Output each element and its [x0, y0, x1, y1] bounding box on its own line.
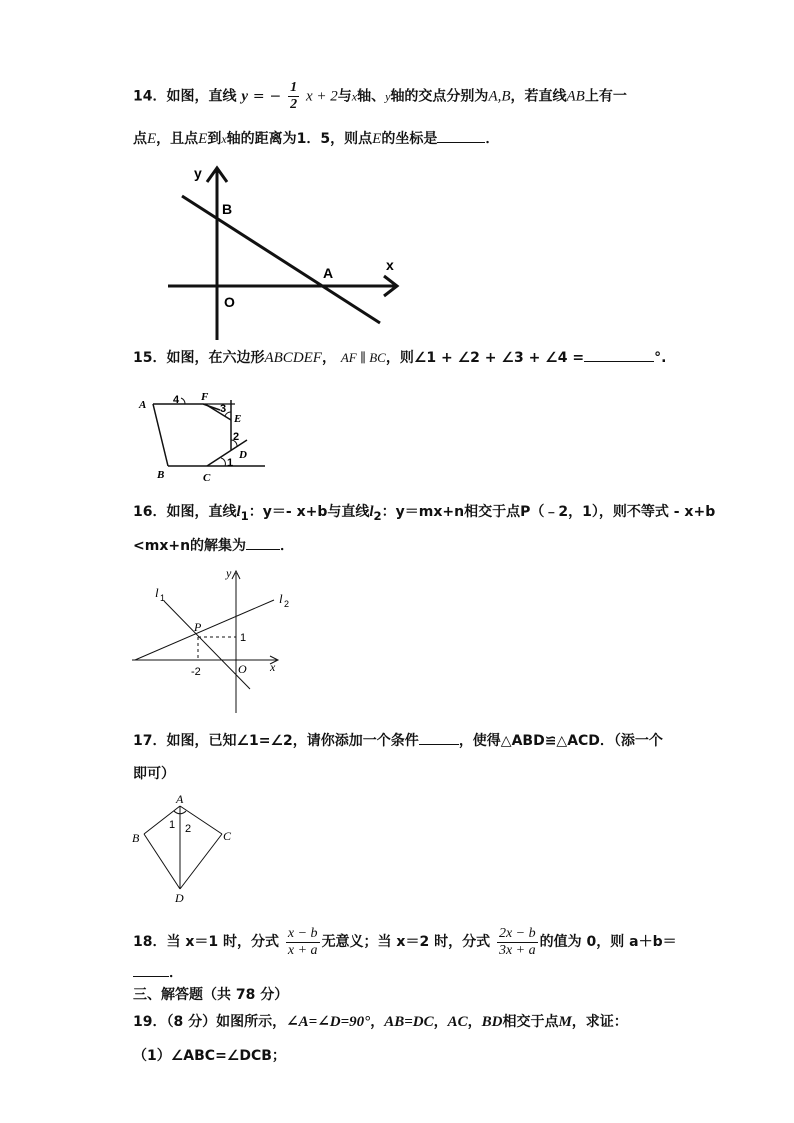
math-var: y [385, 89, 391, 104]
text: 如图，在六边形 [166, 350, 265, 366]
label-o: O [224, 294, 235, 310]
math-var: E [198, 131, 208, 147]
math-var: l [369, 504, 374, 520]
label-4: 4 [173, 394, 180, 406]
math-expr: ：y＝- x+b [248, 504, 328, 520]
q17-line-2 [133, 764, 175, 784]
fraction-numerator: 1 [290, 80, 298, 95]
q15-figure [135, 390, 265, 485]
text: ， [433, 1014, 448, 1030]
text: 的值为 0，则 a＋b＝ [539, 934, 677, 950]
q19-line-1 [133, 1012, 628, 1032]
hexagon-edge-fe [205, 404, 231, 420]
text: 上有一 [584, 88, 627, 105]
math-var: AB [566, 88, 585, 105]
label-2: 2 [185, 823, 192, 835]
text: ，则∠1 + ∠2 + ∠3 + ∠4 = [385, 350, 585, 366]
q16-line-1 [133, 502, 715, 526]
q16-figure [130, 565, 290, 715]
math-expr: x + 2 [306, 88, 338, 105]
text: 的解集为 [190, 538, 247, 554]
label-1: 1 [240, 632, 247, 644]
label-a: A [323, 265, 334, 281]
answer-blank[interactable] [437, 128, 485, 143]
text: 的坐标是 [381, 131, 438, 147]
question-number: 18． [133, 934, 167, 950]
question-number: 17． [133, 733, 167, 749]
label-f: F [201, 391, 209, 403]
label-b: B [157, 469, 165, 481]
label-1: 1 [227, 457, 234, 469]
answer-blank[interactable] [419, 730, 459, 745]
math-var: M [558, 1014, 572, 1030]
text: ． [485, 131, 500, 147]
math-var: A,B [488, 88, 511, 105]
math-var: AC [447, 1014, 468, 1030]
q15-line-1 [133, 347, 666, 368]
label-l1: l [155, 585, 159, 600]
text: 轴的交点分别为 [390, 88, 489, 105]
text: ， [370, 1014, 385, 1030]
text: 如图，已知∠1=∠2，请你添加一个条件 [166, 733, 419, 749]
math-op: − [269, 88, 282, 105]
segment-cd [180, 834, 222, 889]
math-expr: AF ∥ BC [340, 350, 386, 365]
text: ，且点 [156, 131, 199, 147]
label-a: A [176, 792, 184, 806]
question-number: 16． [133, 504, 167, 520]
angle-mark-1 [221, 458, 225, 466]
text: 如图，直线 [166, 88, 237, 105]
math-var: ABCDEF [264, 350, 322, 366]
text: ． [280, 538, 295, 554]
answer-blank[interactable] [133, 962, 169, 977]
text: 如图，直线 [166, 504, 237, 520]
q18-line-1 [133, 924, 677, 960]
math-var: P [520, 504, 531, 520]
subscript: 2 [373, 508, 382, 523]
fraction-denominator: 2 [290, 97, 298, 112]
text: 相交于点 [464, 504, 521, 520]
fraction-denominator: x + a [287, 942, 318, 958]
line-l2 [135, 600, 274, 660]
label-a: A [139, 399, 147, 411]
label-e: E [234, 413, 242, 425]
fraction-2 [497, 926, 538, 959]
text: （8 分）如图所示， [166, 1014, 287, 1030]
text: 到 [207, 131, 222, 147]
label-l1-sub: 1 [160, 593, 166, 603]
text: 即可） [133, 766, 175, 782]
text: 轴、 [357, 88, 386, 105]
label-y: y [194, 165, 202, 181]
line-ab [182, 196, 380, 323]
fraction [288, 80, 299, 113]
section-heading [133, 985, 288, 1005]
label-c: C [223, 829, 232, 843]
subscript: 1 [240, 508, 249, 523]
label-d: D [239, 449, 247, 461]
text: ， [321, 350, 336, 366]
fraction-1 [286, 926, 320, 959]
label-b: B [222, 201, 233, 217]
segment-bd [144, 834, 180, 889]
text: 无意义；当 x＝2 时，分式 [321, 934, 491, 950]
label-d: D [175, 891, 184, 905]
label-3: 3 [220, 403, 227, 415]
fraction-numerator: x − b [287, 925, 318, 941]
question-number: 15． [133, 350, 167, 366]
label-neg2: -2 [191, 666, 201, 678]
math-expr: ：y＝mx+n [381, 504, 465, 520]
text: 相交于点 [502, 1014, 559, 1030]
math-expr: AB=DC [384, 1014, 434, 1030]
label-c: C [203, 472, 211, 484]
text: ． [169, 965, 183, 981]
text: 当 x＝1 时，分式 [166, 934, 280, 950]
section-title: 三、解答题（共 78 分） [133, 987, 289, 1003]
label-l2: l [279, 591, 283, 606]
text: 与直线 [327, 504, 370, 520]
math-var: E [372, 131, 382, 147]
text: °. [654, 350, 667, 366]
text: 与 [337, 88, 352, 105]
label-b: B [132, 831, 140, 845]
fraction-denominator: 3x + a [498, 942, 536, 958]
math-var: BD [481, 1014, 503, 1030]
label-l2-sub: 2 [284, 599, 290, 609]
q17-figure [130, 792, 240, 904]
math-var: x [221, 132, 227, 146]
q16-line-2 [133, 535, 294, 556]
text: ，使得△ABD≌△ACD．（添一个 [458, 733, 663, 749]
label-x: x [386, 257, 394, 273]
text: （﹣2，1），则不等式 - x+b [530, 504, 716, 520]
text: ，若直线 [510, 88, 567, 105]
answer-blank[interactable] [584, 347, 654, 362]
q14-line-1 [133, 80, 627, 113]
math-var: E [147, 131, 157, 147]
label-x: x [270, 660, 276, 674]
answer-blank[interactable] [246, 535, 280, 550]
math-var: l [236, 504, 241, 520]
q18-line-2 [133, 962, 183, 983]
math-expr: ∠A=∠D=90° [286, 1014, 371, 1030]
math-var: x [351, 89, 358, 104]
angle-mark-4 [181, 398, 185, 404]
text: ， [467, 1014, 482, 1030]
q14-line-2 [133, 128, 499, 149]
math-var: y [241, 88, 249, 105]
question-number: 19． [133, 1014, 167, 1030]
fraction-numerator: 2x − b [498, 925, 536, 941]
sub-question: （1）∠ABC=∠DCB； [133, 1048, 286, 1064]
label-2: 2 [233, 431, 240, 443]
label-y: y [226, 566, 232, 580]
math-expr: <mx+n [133, 538, 191, 554]
q19-line-2 [133, 1046, 286, 1066]
label-o: O [238, 662, 247, 676]
text: 点 [133, 131, 147, 147]
text: 轴的距离为1．5，则点 [226, 131, 373, 147]
text: ，求证： [571, 1014, 628, 1030]
label-1: 1 [169, 819, 176, 831]
question-number: 14． [133, 88, 167, 105]
math-op: = [252, 88, 265, 105]
label-p: P [194, 620, 202, 634]
hexagon-edge-ab [153, 404, 168, 466]
q17-line-1 [133, 730, 663, 751]
q14-figure [160, 160, 410, 345]
